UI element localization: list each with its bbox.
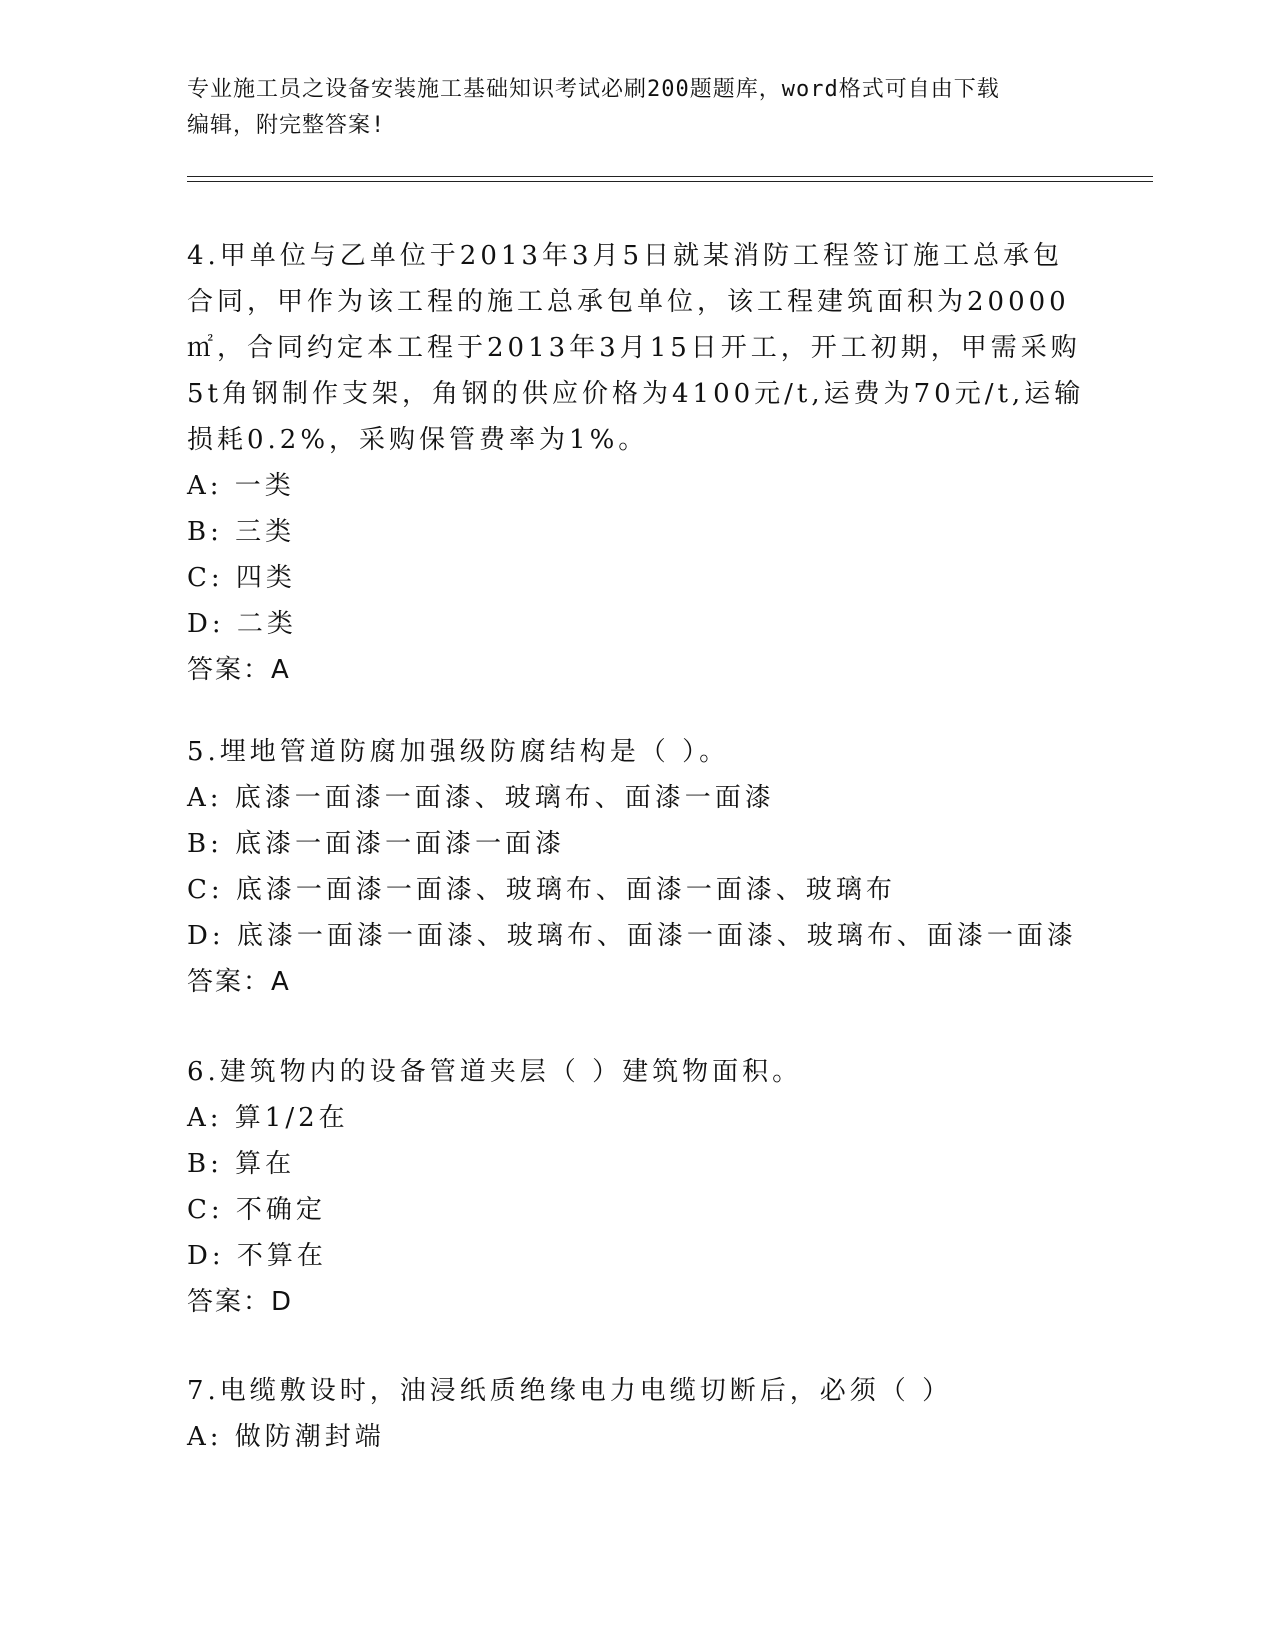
option-a: A: 底漆一面漆一面漆、玻璃布、面漆一面漆 — [187, 783, 775, 813]
option-b: B: 算在 — [187, 1149, 296, 1179]
option-c: C: 四类 — [187, 563, 296, 593]
question-7 — [187, 1368, 1087, 1460]
option-a: A: 做防潮封端 — [187, 1422, 385, 1452]
header-title-line-1: 专业施工员之设备安装施工基础知识考试必刷200题题库，word格式可自由下载 — [187, 77, 1000, 102]
header-divider-bottom — [187, 181, 1153, 182]
answer: 答案：D — [187, 1287, 294, 1317]
option-a: A: 算1/2在 — [187, 1103, 349, 1133]
option-d: D: 不算在 — [187, 1241, 327, 1271]
header-divider-top — [187, 176, 1153, 177]
option-c: C: 不确定 — [187, 1195, 326, 1225]
question-stem: 4.甲单位与乙单位于2013年3月5日就某消防工程签订施工总承包合同，甲作为该工程的施工总承包单位，该工程建筑面积为20000㎡，合同约定本工程于2013年3月15日开工，开工初期，甲需采购5t角钢制作支架，角钢的供应价格为4100元/t,运费为70元/t,运输损耗0.2%，采购保管费率为1%。 — [187, 241, 1085, 455]
option-d: D: 底漆一面漆一面漆、玻璃布、面漆一面漆、玻璃布、面漆一面漆 — [187, 921, 1077, 951]
answer: 答案：A — [187, 967, 291, 997]
option-a: A: 一类 — [187, 471, 295, 501]
option-b: B: 三类 — [187, 517, 296, 547]
option-c: C: 底漆一面漆一面漆、玻璃布、面漆一面漆、玻璃布 — [187, 875, 896, 905]
document-header — [187, 72, 1087, 144]
option-d: D: 二类 — [187, 609, 297, 639]
question-4 — [187, 233, 1087, 693]
question-6 — [187, 1049, 1087, 1325]
question-stem: 5.埋地管道防腐加强级防腐结构是（ ）。 — [187, 737, 730, 767]
option-b: B: 底漆一面漆一面漆一面漆 — [187, 829, 566, 859]
header-title-line-2: 编辑，附完整答案! — [187, 113, 386, 138]
question-stem: 7.电缆敷设时，油浸纸质绝缘电力电缆切断后，必须（ ） — [187, 1376, 953, 1406]
question-5 — [187, 729, 1087, 1005]
answer: 答案：A — [187, 655, 291, 685]
question-stem: 6.建筑物内的设备管道夹层（ ）建筑物面积。 — [187, 1057, 803, 1087]
